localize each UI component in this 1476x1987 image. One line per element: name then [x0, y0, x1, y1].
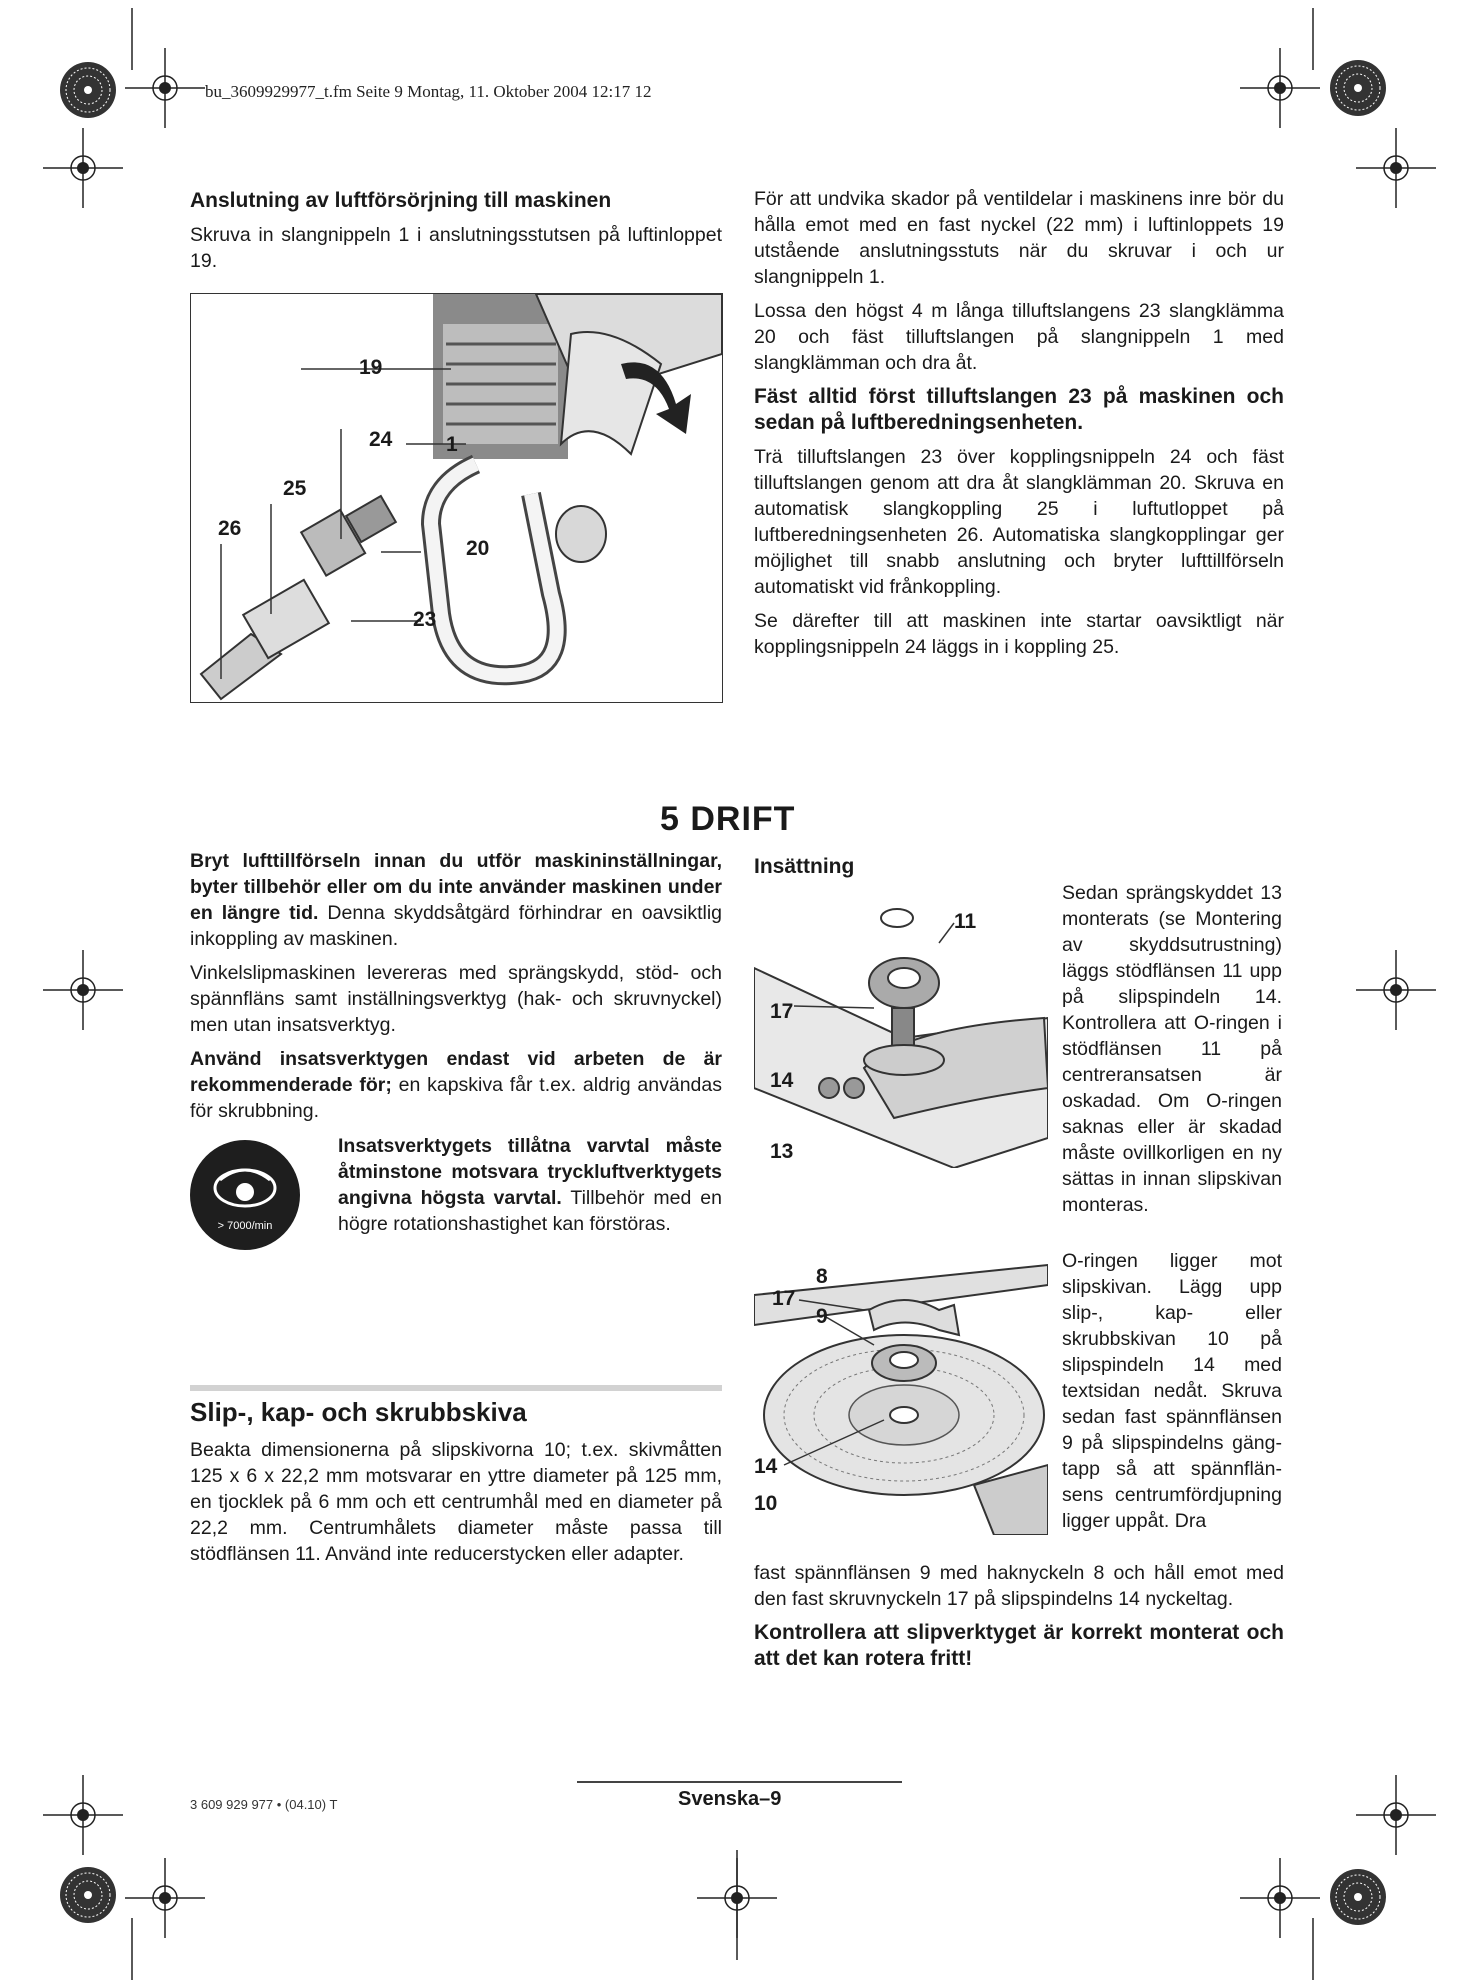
paragraph: Se därefter till att maskinen inte startar oavsiktligt när kopplingsnippeln 24 läggs in i koppling 25.	[754, 610, 1284, 658]
speed-warning-block	[338, 1133, 722, 1245]
figure-illustration	[754, 1255, 1048, 1535]
callout-26: 26	[218, 517, 242, 540]
warning-paragraph: Fäst alltid först tilluftslangen 23 på maskinen och sedan på luftberedningsenheten.	[754, 385, 1284, 434]
callout-25: 25	[283, 477, 307, 500]
callout-13: 13	[770, 1140, 794, 1163]
callout-1: 1	[446, 433, 458, 456]
speed-icon-label: > 7000/min	[217, 1220, 273, 1232]
callout-17: 17	[770, 1000, 794, 1023]
file-header: bu_3609929977_t.fm Seite 9 Montag, 11. Oktober 2004 12:17 12	[205, 82, 652, 101]
figure-illustration	[191, 294, 722, 702]
warning-text: Använd insatsverktygen endast vid arbeten de är rekommenderade för;	[190, 1048, 722, 1096]
paragraph: Tillbehör med en högre rotationshastighet kan förstöras.	[338, 1187, 722, 1235]
figure-disc-mounting	[754, 1255, 1048, 1535]
paragraph: Trä tilluftslangen 23 över kopplingsnippeln 24 och fäst tilluftslangen genom att dra åt slangklämman 20. Skruva en automatisk slangkoppling 25 i luftutloppet på luftberedningsenheten 26. Automatiska slangkopplingar ger möjlighet till snabb anslutning och bryter lufttillförseln automatiskt vid frånkoppling.	[754, 446, 1284, 598]
paragraph: en kapskiva får t.ex. aldrig användas för skrubbning.	[190, 1074, 722, 1122]
chapter-title: 5 DRIFT	[660, 800, 796, 838]
insertion-text-1	[1062, 880, 1282, 1226]
left-top-column	[190, 188, 722, 282]
left-bottom-column	[190, 848, 722, 1132]
footer-rule	[577, 1781, 902, 1783]
paragraph: Beakta dimensionerna på slipskivorna 10; t.ex. skivmåtten 125 x 6 x 22,2 mm motsvarar en yttre diameter på 125 mm, en tjocklek på 6 mm och ett centrumhål med en diameter på 22,2 mm. Centrumhålets diameter måste passa till stödflänsen 11. Använd inte reducerstycken eller adapter.	[190, 1439, 722, 1565]
callout-19: 19	[359, 356, 383, 379]
callout-9: 9	[816, 1305, 828, 1328]
callout-24: 24	[369, 428, 393, 451]
section-divider	[190, 1385, 722, 1391]
paragraph: Lossa den högst 4 m långa tilluftslangens 23 slangklämma 20 och fäst tilluftslangen på slangnippeln 1 med slangklämman och dra åt.	[754, 300, 1284, 374]
section-heading-air-connection: Anslutning av luftförsörjning till maskinen	[190, 189, 612, 212]
warning-text: Insatsverktygets tillåtna varvtal måste åtminstone motsvara tryckluftverktygets angivna högsta varvtal.	[338, 1135, 722, 1209]
section-heading-discs: Slip-, kap- och skrubbskiva	[190, 1397, 527, 1427]
insertion-text-3	[754, 1560, 1284, 1680]
figure-illustration	[754, 888, 1048, 1168]
paragraph: Sedan sprängskyddet 13 monterats (se Montering av skyddsutrustning) läggs stödflänsen 11 upp på slipspindeln 14. Kontrollera att O-ringen i stödflänsen 11 på centreransatsen är oskadad. Om O-ringen saknas eller är skadad måste ovillkorligen en ny sättas in innan slipskivan monteras.	[1062, 882, 1282, 1216]
warning-paragraph: Kontrollera att slipverktyget är korrekt monterat och att det kan rotera fritt!	[754, 1621, 1284, 1670]
callout-11: 11	[954, 910, 977, 933]
insertion-text-2	[1062, 1248, 1282, 1542]
figure-air-hose-connection	[190, 293, 723, 703]
figure-flange-mounting	[754, 888, 1048, 1168]
paragraph: fast spännflänsen 9 med haknyckeln 8 och håll emot med den fast skruvnyckeln 17 på slipspindelns 14 nyckeltag.	[754, 1562, 1284, 1610]
paragraph: O-ringen ligger mot slipskivan. Lägg upp slip-, kap- eller skrubbskivan 10 på slipspindeln 14 med textsidan nedåt. Skruva sedan fast spännflänsen 9 på slipspindelns gängtapp så att spännflänsens centrumfördjupning ligger uppåt. Dra	[1062, 1250, 1282, 1532]
left-bottom-discs-text	[190, 1437, 722, 1575]
callout-20: 20	[466, 537, 490, 560]
footer-document-number: 3 609 929 977 • (04.10) T	[190, 1797, 338, 1812]
paragraph: Vinkelslipmaskinen levereras med sprängskydd, stöd- och spännfläns samt inställningsverktyg (hak- och skruvnyckel) men utan insatsverktyg.	[190, 962, 722, 1036]
paragraph: För att undvika skador på ventildelar i maskinens inre bör du hålla emot med en fast nyckel (22 mm) i luftinloppets 19 utstående anslutningsstuts när du skruvar i och ur slangnippeln 1.	[754, 188, 1284, 288]
callout-17: 17	[772, 1287, 796, 1310]
speed-warning-icon	[190, 1140, 300, 1250]
callout-8: 8	[816, 1265, 828, 1288]
section-heading-insertion: Insättning	[754, 855, 855, 878]
page-number: Svenska–9	[678, 1788, 782, 1810]
callout-23: 23	[413, 608, 437, 631]
callout-10: 10	[754, 1492, 778, 1515]
right-top-column	[754, 186, 1284, 668]
paragraph: Denna skyddsåtgärd förhindrar en oavsiktlig inkoppling av maskinen.	[190, 902, 722, 950]
paragraph: Skruva in slangnippeln 1 i anslutningsstutsen på luftinloppet 19.	[190, 224, 722, 272]
warning-text: Bryt lufttillförseln innan du utför maskininställningar, byter tillbehör eller om du inte använder maskinen under en längre tid.	[190, 850, 722, 924]
callout-14: 14	[770, 1069, 794, 1092]
callout-14: 14	[754, 1455, 778, 1478]
